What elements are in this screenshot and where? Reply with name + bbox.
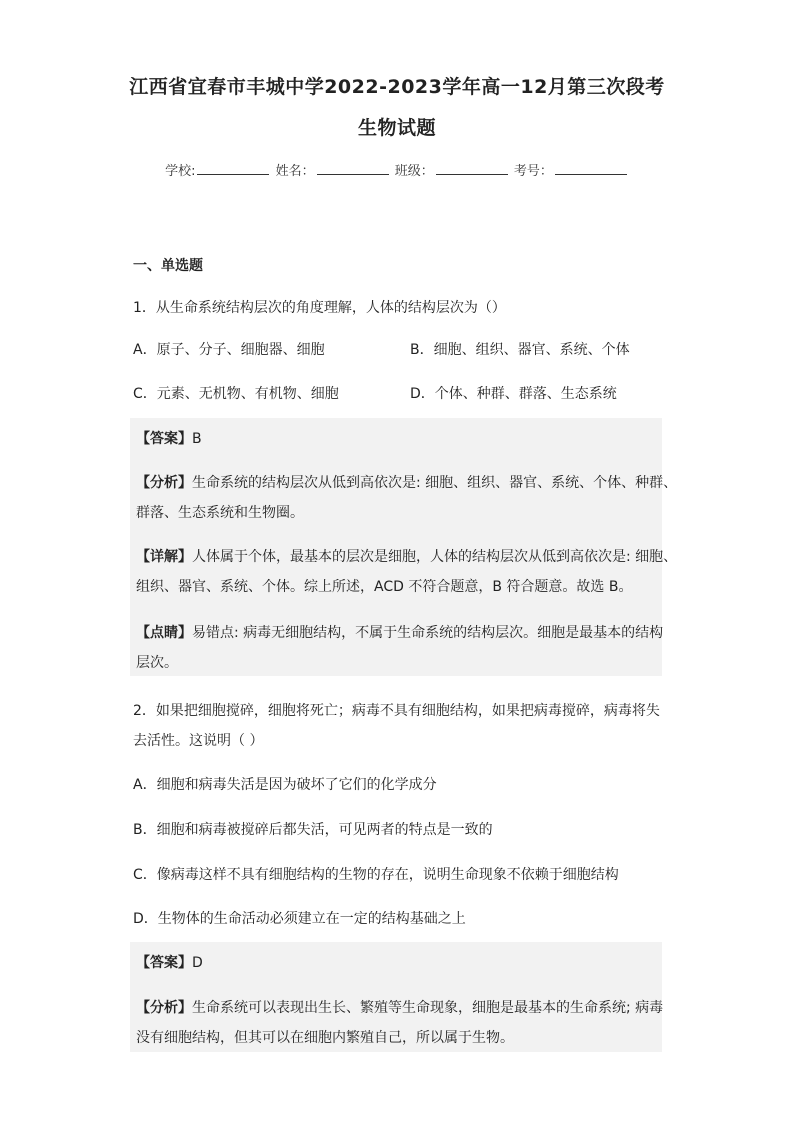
analysis-text: 生命系统的结构层次从低到高依次是: 细胞、组织、器官、系统、个体、种群、 [192, 475, 678, 491]
analysis-tag: 【分析】 [136, 475, 192, 491]
q1-comment-line1 [136, 622, 663, 642]
q2-analysis-line2: 没有细胞结构，但其可以在细胞内繁殖自己，所以属于生物。 [136, 1030, 514, 1046]
q2-option-d: D．生物体的生命活动必须建立在一定的结构基础之上 [133, 911, 466, 927]
q1-comment-line2: 层次。 [136, 655, 178, 671]
q1-option-d: D．个体、种群、群落、生态系统 [410, 386, 617, 402]
q1-analysis-line1 [136, 472, 677, 492]
comment-tag: 【点睛】 [136, 625, 192, 641]
school-label: 学校: [165, 164, 196, 179]
q2-option-a: A．细胞和病毒失活是因为破坏了它们的化学成分 [133, 777, 437, 793]
q2-stem-line1: 2．如果把细胞搅碎，细胞将死亡；病毒不具有细胞结构，如果把病毒搅碎，病毒将失 [133, 703, 660, 719]
detail-tag: 【详解】 [136, 549, 192, 565]
section-heading: 一、单选题 [133, 258, 203, 274]
q1-option-c: C．元素、无机物、有机物、细胞 [133, 386, 339, 402]
school-blank [197, 162, 269, 175]
student-info-line [0, 160, 794, 179]
answer-value: D [192, 955, 203, 971]
detail-text: 人体属于个体，最基本的层次是细胞，人体的结构层次从低到高依次是: 细胞、 [192, 549, 678, 565]
analysis-tag: 【分析】 [136, 1000, 192, 1016]
q2-analysis-line1 [136, 997, 663, 1017]
exam-number-blank [555, 162, 627, 175]
name-blank [317, 162, 389, 175]
q1-detail-line1 [136, 546, 677, 566]
class-label: 班级： [394, 164, 434, 179]
q2-option-b: B．细胞和病毒被搅碎后都失活，可见两者的特点是一致的 [133, 822, 493, 838]
comment-text: 易错点: 病毒无细胞结构，不属于生命系统的结构层次。细胞是最基本的结构 [192, 625, 664, 641]
exam-title: 江西省宜春市丰城中学2022-2023学年高一12月第三次段考 [129, 76, 665, 98]
name-label: 姓名： [275, 164, 315, 179]
q1-option-b: B．细胞、组织、器官、系统、个体 [410, 342, 630, 358]
q1-solution-box [130, 418, 678, 676]
answer-tag: 【答案】 [136, 955, 192, 971]
q1-analysis-line2: 群落、生态系统和生物圈。 [136, 505, 304, 521]
q1-option-a: A．原子、分子、细胞器、细胞 [133, 342, 325, 358]
analysis-text: 生命系统可以表现出生长、繁殖等生命现象，细胞是最基本的生命系统; 病毒 [192, 1000, 664, 1016]
q2-solution-box [130, 942, 662, 1052]
q2-option-c: C．像病毒这样不具有细胞结构的生物的存在，说明生命现象不依赖于细胞结构 [133, 867, 619, 883]
q1-stem: 1．从生命系统结构层次的角度理解，人体的结构层次为（） [133, 300, 506, 316]
q1-detail-line2: 组织、器官、系统、个体。综上所述，ACD 不符合题意，B 符合题意。故选 B。 [136, 579, 633, 595]
class-blank [436, 162, 508, 175]
exam-subject-title: 生物试题 [357, 117, 436, 139]
q1-answer [136, 428, 202, 448]
exam-number-label: 考号： [513, 164, 553, 179]
q2-stem-line2: 去活性。这说明（ ） [133, 733, 264, 749]
q2-answer [136, 952, 203, 972]
answer-value: B [192, 431, 202, 447]
answer-tag: 【答案】 [136, 431, 192, 447]
